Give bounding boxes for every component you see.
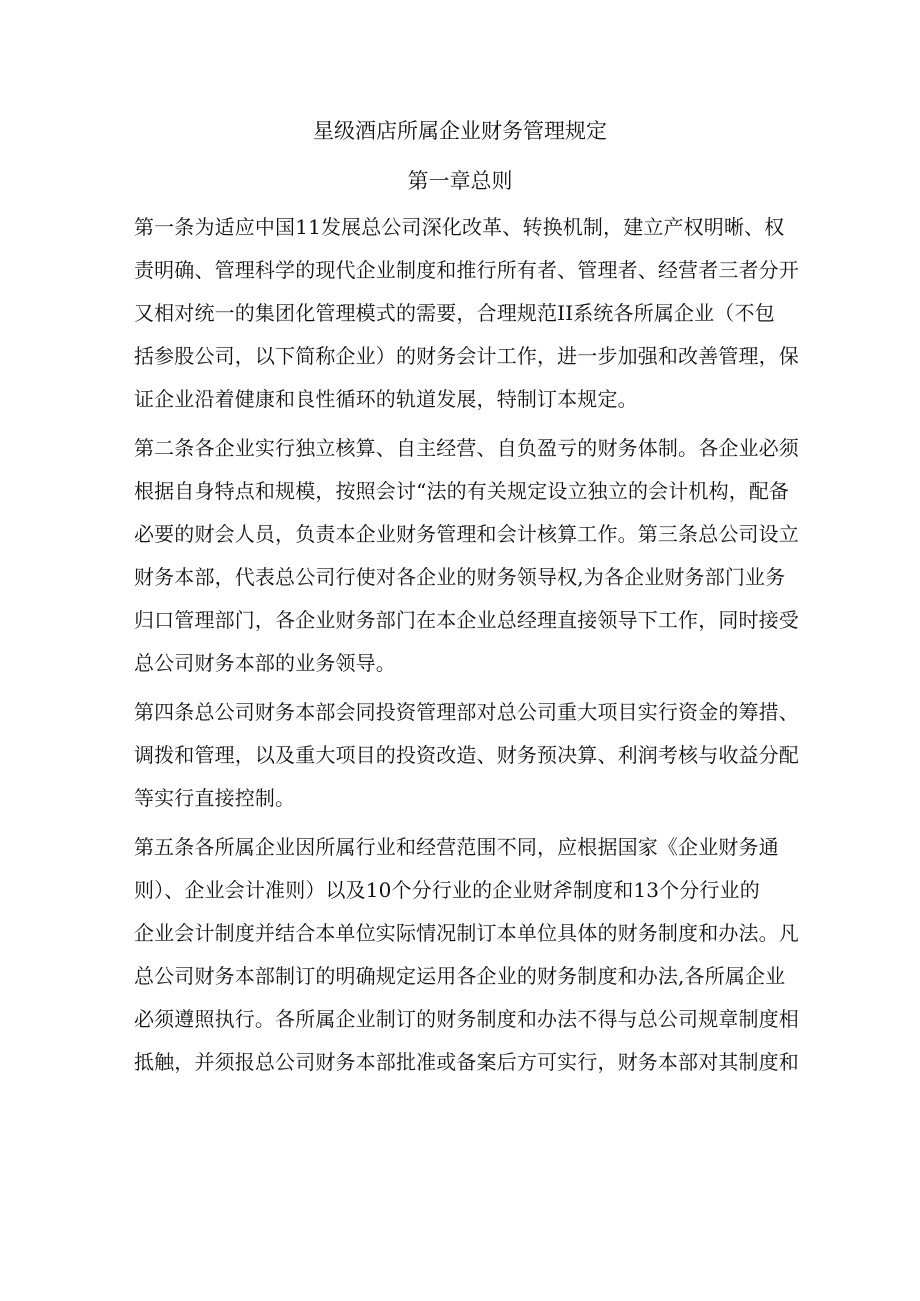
body-line: 又相对统一的集团化管理模式的需要，合理规范II系统各所属企业（不包 xyxy=(134,301,775,325)
body-line: 根据自身特点和规模，按照会讨“法的有关规定设立独立的会计机构，配备 xyxy=(134,479,790,503)
body-line: 括参股公司，以下简称企业）的财务会计工作，进一步加强和改善管理，保 xyxy=(134,344,799,368)
body-line: 归口管理部门，各企业财务部门在本企业总经理直接领导下工作，同时接受 xyxy=(134,608,799,632)
body-line: 等实行直接控制。 xyxy=(134,786,296,810)
body-line: 责明确、管理科学的现代企业制度和推行所有者、管理者、经营者三者分开 xyxy=(134,258,799,282)
body-line: 必要的财会人员，负责本企业财务管理和会计核算工作。第三条总公司设立 xyxy=(134,522,799,546)
body-line: 则）、企业会计准则）以及10个分行业的企业财斧制度和13个分行业的 xyxy=(134,878,760,902)
chapter-title: 第一章总则 xyxy=(407,169,513,193)
body-line: 第二条各企业实行独立核算、自主经营、自负盈亏的财务体制。各企业必须 xyxy=(134,436,799,460)
document-title: 星级酒店所属企业财务管理规定 xyxy=(313,119,607,143)
body-line: 第五条各所属企业因所属行业和经营范围不同，应根据国家《企业财务通 xyxy=(134,835,779,859)
body-line: 总公司财务本部的业务领导。 xyxy=(134,651,396,675)
body-line: 总公司财务本部制订的明确规定运用各企业的财务制度和办法,各所属企业 xyxy=(134,964,786,988)
body-line: 第四条总公司财务本部会同投资管理部对总公司重大项目实行资金的筹措、 xyxy=(134,700,799,724)
body-line: 证企业沿着健康和良性循环的轨道发展，特制订本规定。 xyxy=(134,387,638,411)
body-line: 调拨和管理，以及重大项目的投资改造、财务预决算、利润考核与收益分配 xyxy=(134,743,799,767)
body-line: 必须遵照执行。各所属企业制订的财务制度和办法不得与总公司规章制度相 xyxy=(134,1007,799,1031)
body-line: 抵触，并须报总公司财务本部批准或备案后方可实行，财务本部对其制度和 xyxy=(134,1050,799,1074)
body-line: 企业会计制度并结合本单位实际情况制订本单位具体的财务制度和办法。凡 xyxy=(134,921,799,945)
body-line: 财务本部，代表总公司行使对各企业的财务领导权,为各企业财务部门业务 xyxy=(134,565,786,589)
body-line: 第一条为适应中国11发展总公司深化改革、转换机制，建立产权明晰、权 xyxy=(134,215,785,239)
